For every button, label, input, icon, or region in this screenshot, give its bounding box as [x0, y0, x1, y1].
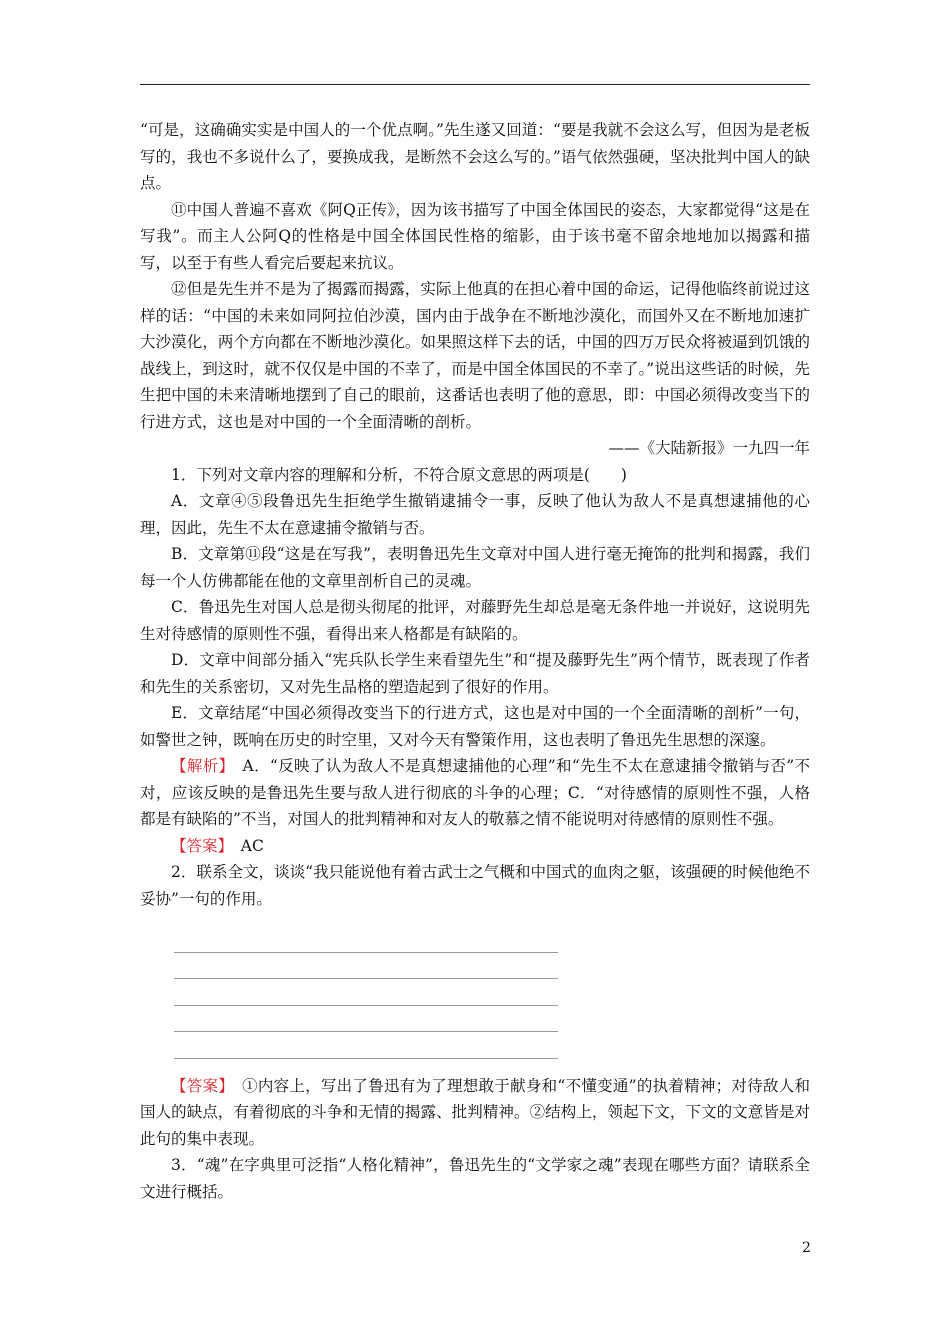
passage-paragraph: “可是，这确确实实是中国人的一个优点啊。”先生遂又回道：“要是我就不会这么写，但因为是老板写的，我也不多说什么了，要换成我，是断然不会这么写的。”语气依然强硬，坚决批判中国人的缺点。	[140, 121, 810, 192]
passage-source: ——《大陆新报》一九四一年	[608, 439, 810, 457]
answer-block-1	[140, 833, 810, 860]
analysis-block	[140, 753, 810, 833]
question-3-stem: 3．“魂”在字典里可泛指“人格化精神”，鲁迅先生的“文学家之魂”表现在哪些方面？请联系全文进行概括。	[140, 1156, 810, 1201]
answer-lines	[174, 926, 810, 1059]
header-rule	[140, 84, 810, 85]
answer-text-2: ①内容上，写出了鲁迅有为了理想敢于献身和“不懂变通”的执着精神；对待敌人和国人的缺点，有着彻底的斗争和无情的揭露、批判精神。②结构上，领起下文，下文的文意皆是对此句的集中表现。	[140, 1076, 810, 1148]
answer-tag: 【答案】	[171, 836, 226, 855]
answer-line	[174, 926, 558, 953]
passage-paragraph-11: ⑪中国人普遍不喜欢《阿Q正传》，因为该书描写了中国全体国民的姿态，大家都觉得“这是在写我”。而主人公阿Q的性格是中国全体国民性格的缩影，由于该书毫不留余地地加以揭露和描写，以至于有些人看完后要起来抗议。	[140, 200, 810, 272]
question-2-stem: 2．联系全文，谈谈“我只能说他有着古武士之气概和中国式的血肉之躯，该强硬的时候他绝不妥协”一句的作用。	[140, 863, 810, 908]
option-b: B．文章第⑪段“这是在写我”，表明鲁迅先生文章对中国人进行毫无掩饰的批判和揭露，我们每一个人仿佛都能在他的文章里剖析自己的灵魂。	[140, 545, 810, 590]
answer-line	[174, 1032, 558, 1059]
option-a: A．文章④⑤段鲁迅先生拒绝学生撤销逮捕令一事，反映了他认为敌人不是真想逮捕他的心理，因此，先生不太在意逮捕令撤销与否。	[140, 492, 810, 537]
analysis-text: A．“反映了认为敌人不是真想逮捕他的心理”和“先生不太在意逮捕令撤销与否”不对，应该反映的是鲁迅先生要与敌人进行彻底的斗争的心理；C．“对待感情的原则性不强，人格都是有缺陷的”不当，对国人的批判精神和对友人的敬慕之情不能说明对待感情的原则性不强。	[140, 757, 810, 828]
option-e: E．文章结尾“中国必须得改变当下的行进方式，这也是对中国的一个全面清晰的剖析”一句，如警世之钟，既响在历史的时空里，又对今天有警策作用，这也表明了鲁迅先生思想的深邃。	[140, 704, 810, 749]
option-c: C．鲁迅先生对国人总是彻头彻尾的批评，对藤野先生却总是毫无条件地一并说好，这说明先生对待感情的原则性不强，看得出来人格都是有缺陷的。	[140, 598, 810, 643]
page-number: 2	[802, 1240, 811, 1256]
answer-line	[174, 953, 558, 980]
answer-block-2	[140, 1073, 810, 1153]
document-body	[140, 117, 810, 1205]
answer-text: AC	[240, 836, 264, 855]
answer-line	[174, 1006, 558, 1033]
answer-tag-2: 【答案】	[171, 1076, 227, 1095]
analysis-tag: 【解析】	[171, 757, 227, 775]
question-1-stem: 1．下列对文章内容的理解和分析，不符合原文意思的两项是( )	[171, 465, 627, 484]
passage-paragraph-12: ⑫但是先生并不是为了揭露而揭露，实际上他真的在担心着中国的命运，记得他临终前说过这样的话：“中国的未来如同阿拉伯沙漠，国内由于战争在不断地沙漠化，而国外又在不断地加速扩大沙漠化，两个方向都在不断地沙漠化。如果照这样下去的话，中国的四万万民众将被逼到饥饿的战线上，到这时，就不仅仅是中国的不幸了，而是中国全体国民的不幸了。”说出这些话的时候，先生把中国的未来清晰地摆到了自己的眼前，这番话也表明了他的意思，即：中国必须得改变当下的行进方式，这也是对中国的一个全面清晰的剖析。	[140, 280, 810, 431]
answer-line	[174, 979, 558, 1006]
option-d: D．文章中间部分插入“宪兵队长学生来看望先生”和“提及藤野先生”两个情节，既表现了作者和先生的关系密切，又对先生品格的塑造起到了很好的作用。	[140, 651, 810, 696]
